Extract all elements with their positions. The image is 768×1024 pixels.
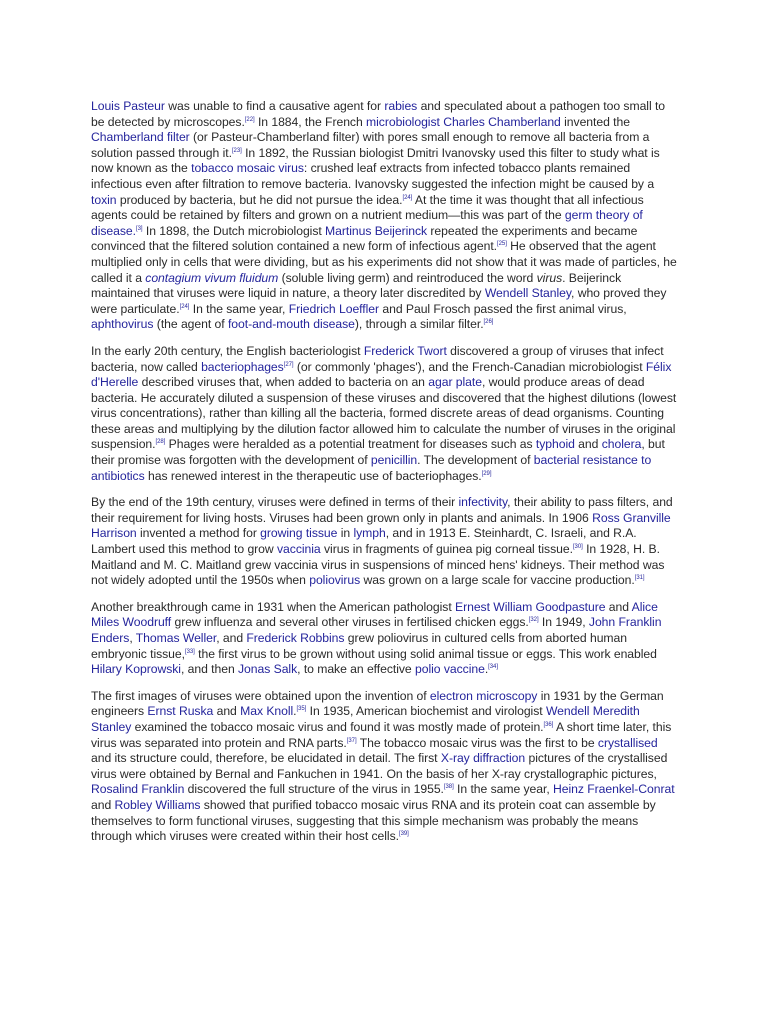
link-friedrich-loeffler[interactable]: Friedrich Loeffler bbox=[288, 301, 380, 316]
text-run: : crushed leaf extracts from infected tobacco plants remained infectious even after filtration to remove bacteria. Ivanovsky suggested the infection might be caused by a bbox=[91, 161, 655, 191]
link-tobacco-mosaic-virus[interactable]: tobacco mosaic virus bbox=[191, 161, 304, 176]
text-run: In 1935, American biochemist and virologist bbox=[306, 704, 546, 719]
text-run: In 1928, H. B. Maitland and M. C. Maitland grew vaccinia virus in suspensions of minced hens' kidneys. Their method was not widely adopted until the 1950s when bbox=[91, 542, 665, 588]
ref-25[interactable]: [25] bbox=[497, 241, 507, 248]
link-thomas-weller[interactable]: Thomas Weller bbox=[135, 631, 217, 645]
paragraph-goodpasture-enders bbox=[91, 600, 679, 678]
text-run: repeated the experiments and became convinced that the filtered solution contained a new form of infectious agent. bbox=[91, 223, 638, 254]
link-wendell-stanley[interactable]: Wendell Stanley bbox=[484, 286, 572, 301]
link-vaccinia[interactable]: vaccinia bbox=[277, 542, 321, 557]
text-run: was grown on a large scale for vaccine production. bbox=[360, 573, 635, 588]
text-run: invented the bbox=[560, 114, 630, 129]
text-run: (or Pasteur-Chamberland filter) with pores small enough to remove all bacteria from a solution passed through it. bbox=[91, 130, 650, 160]
paragraph-bacteriophages bbox=[91, 344, 679, 484]
text-run: In 1892, the Russian biologist Dmitri Ivanovsky used this filter to study what is now known as the bbox=[91, 145, 660, 176]
text-run: and its structure could, therefore, be elucidated in detail. The first bbox=[91, 751, 441, 766]
text-run: showed that purified tobacco mosaic virus RNA and its protein coat can assemble by themselves to form functional viruses, suggesting that this simple mechanism was probably the means through which viruses were created within their host cells. bbox=[91, 797, 656, 844]
text-run: virus in fragments of guinea pig corneal tissue. bbox=[320, 542, 573, 557]
ref-22[interactable]: [22] bbox=[244, 116, 255, 123]
link-agar-plate[interactable]: agar plate bbox=[428, 375, 482, 390]
text-run: The tobacco mosaic virus was the first to be bbox=[356, 735, 598, 750]
ref-27[interactable]: [27] bbox=[283, 361, 294, 368]
ref-31[interactable]: [31] bbox=[634, 575, 645, 582]
text-run: in 1931 by the German engineers bbox=[91, 688, 664, 719]
link-chamberland-filter[interactable]: Chamberland filter bbox=[91, 130, 190, 145]
link-cholera[interactable]: cholera bbox=[601, 437, 642, 452]
text-run: In the same year, bbox=[189, 301, 289, 316]
link-ernest-william-goodpasture[interactable]: Ernest William Goodpasture bbox=[455, 599, 606, 614]
text-run: , but their promise was forgotten with the development of bbox=[91, 437, 665, 468]
text-run: (the agent of bbox=[153, 317, 228, 332]
paragraph-pasteur-beijerinck bbox=[91, 99, 679, 333]
text-run: examined the tobacco mosaic virus and found it was mostly made of protein. bbox=[131, 719, 544, 734]
link-ernst-ruska[interactable]: Ernst Ruska bbox=[147, 704, 214, 719]
link-electron-microscopy[interactable]: electron microscopy bbox=[429, 688, 538, 703]
text-run: At the time it was thought that all infectious agents could be retained by filters and grown on a nutrient medium—this was part of the bbox=[91, 192, 644, 223]
text-run: , bbox=[129, 631, 136, 645]
text-run: , who proved they were particulate. bbox=[91, 286, 667, 316]
text-run: Another breakthrough came in 1931 when the American pathologist bbox=[91, 599, 456, 614]
text-run: pictures of the crystallised virus were obtained by Bernal and Fankuchen in 1941. On the basis of her X-ray crystallographic pictures, bbox=[91, 751, 668, 781]
link-growing-tissue[interactable]: growing tissue bbox=[260, 526, 338, 541]
link-microbiologist[interactable]: microbiologist bbox=[366, 114, 440, 129]
link-louis-pasteur[interactable]: Louis Pasteur bbox=[91, 99, 165, 113]
text-run: In 1949, bbox=[538, 615, 589, 630]
link-martinus-beijerinck[interactable]: Martinus Beijerinck bbox=[325, 223, 428, 238]
text-run: A short time later, this virus was separated into protein and RNA parts. bbox=[91, 719, 672, 750]
text-run: produced by bacteria, but he did not pursue the idea. bbox=[116, 192, 403, 207]
text-run: invented a method for bbox=[136, 526, 261, 541]
text-run: (soluble living germ) and reintroduced the word bbox=[278, 270, 537, 285]
ref-35[interactable]: [35] bbox=[296, 706, 307, 713]
text-run: grew influenza and several other viruses in fertilised chicken eggs. bbox=[171, 615, 529, 630]
link-rosalind-franklin[interactable]: Rosalind Franklin bbox=[91, 782, 185, 797]
ref-29[interactable]: [29] bbox=[481, 470, 492, 477]
text-run: discovered the full structure of the virus in 1955. bbox=[184, 782, 444, 797]
text-run: , their ability to pass filters, and their requirement for living hosts. Viruses had been grown only in plants and animals. In 1906 bbox=[91, 495, 673, 525]
link-toxin[interactable]: toxin bbox=[91, 192, 117, 207]
ref-37[interactable]: [37] bbox=[346, 737, 357, 744]
link-max-knoll[interactable]: Max Knoll bbox=[240, 704, 294, 719]
ref-36[interactable]: [36] bbox=[543, 721, 554, 728]
text-run: , would produce areas of dead bacteria. He accurately diluted a suspension of these viruses and discovered that the highest dilutions (lowest virus concentrations), rather than killing all the bacteria, formed discrete areas of dead organisms. Counting these areas and multiplying by the dilution factor allowed him to calculate the number of viruses in the original suspension. bbox=[91, 375, 677, 452]
link-frederick-robbins[interactable]: Frederick Robbins bbox=[246, 631, 345, 645]
text-run: discovered a group of viruses that infect bacteria, now called bbox=[91, 343, 664, 374]
paragraph-electron-microscopy bbox=[91, 689, 679, 845]
text-run: He observed that the agent multiplied only in cells that were dividing, but as his experiments did not show that it was made of particles, he called it a bbox=[91, 239, 677, 285]
link-hilary-koprowski[interactable]: Hilary Koprowski bbox=[91, 662, 181, 677]
text-run: , and in 1913 E. Steinhardt, C. Israeli, and R.A. Lambert used this method to grow bbox=[91, 526, 637, 557]
text-run: was unable to find a causative agent for bbox=[164, 99, 385, 113]
article-body bbox=[91, 99, 679, 855]
link-ross-granville-harrison[interactable]: Ross Granville Harrison bbox=[91, 510, 671, 541]
link-lymph[interactable]: lymph bbox=[353, 526, 386, 541]
link-aphthovirus[interactable]: aphthovirus bbox=[91, 317, 154, 332]
ref-32[interactable]: [32] bbox=[528, 617, 539, 624]
link-typhoid[interactable]: typhoid bbox=[535, 437, 575, 452]
text-run: By the end of the 19th century, viruses were defined in terms of their bbox=[91, 495, 459, 510]
link-heinz-fraenkel-conrat[interactable]: Heinz Fraenkel-Conrat bbox=[553, 782, 675, 797]
paragraph-tissue-culture bbox=[91, 495, 679, 589]
text-run: in bbox=[337, 526, 354, 541]
link-polio-vaccine[interactable]: polio vaccine bbox=[415, 662, 485, 677]
text-run: and bbox=[213, 704, 241, 719]
link-crystallised[interactable]: crystallised bbox=[597, 735, 658, 750]
text-run: In the same year, bbox=[453, 782, 554, 797]
ref-38[interactable]: [38] bbox=[443, 784, 454, 791]
link-x-ray-diffraction[interactable]: X-ray diffraction bbox=[440, 751, 526, 766]
link-wendell-meredith-stanley[interactable]: Wendell Meredith Stanley bbox=[91, 704, 640, 734]
italic-virus: virus bbox=[536, 270, 563, 285]
ref-34[interactable]: [34] bbox=[488, 664, 498, 671]
ref-39[interactable]: [39] bbox=[398, 831, 409, 838]
link-penicillin[interactable]: penicillin bbox=[370, 453, 418, 468]
ref-24b[interactable]: [24] bbox=[179, 303, 190, 310]
text-run: In 1898, the Dutch microbiologist bbox=[142, 223, 326, 238]
link-contagium-vivum-fluidum[interactable]: contagium vivum fluidum bbox=[145, 270, 279, 285]
link-foot-and-mouth-disease[interactable]: foot-and-mouth disease bbox=[227, 317, 355, 332]
link-rabies[interactable]: rabies bbox=[384, 99, 418, 113]
link-frederick-twort[interactable]: Frederick Twort bbox=[363, 343, 447, 358]
text-run: grew poliovirus in cultured cells from aborted human embryonic tissue, bbox=[91, 631, 627, 661]
ref-23[interactable]: [23] bbox=[231, 147, 242, 154]
ref-30[interactable]: [30] bbox=[572, 543, 583, 550]
text-run: . bbox=[293, 704, 297, 719]
text-run: described viruses that, when added to bacteria on an bbox=[138, 375, 429, 390]
text-run: In 1884, the French bbox=[254, 114, 367, 129]
text-run: and bbox=[91, 797, 115, 812]
text-run: (or commonly 'phages'), and the French-Canadian microbiologist bbox=[293, 359, 646, 374]
link-felix-dherelle[interactable]: Félix d'Herelle bbox=[91, 359, 672, 390]
text-run: , and then bbox=[180, 662, 239, 677]
ref-3[interactable]: [3] bbox=[136, 225, 143, 232]
ref-26[interactable]: [26] bbox=[483, 319, 494, 326]
link-alice-miles-woodruff[interactable]: Alice Miles Woodruff bbox=[91, 599, 658, 630]
text-run: the first virus to be grown without using solid animal tissue or eggs. This work enabled bbox=[194, 646, 657, 661]
link-jonas-salk[interactable]: Jonas Salk bbox=[238, 662, 298, 677]
text-run: The first images of viruses were obtained upon the invention of bbox=[91, 688, 430, 703]
text-run: and Paul Frosch passed the first animal virus, bbox=[379, 301, 627, 316]
link-charles-chamberland[interactable]: Charles Chamberland bbox=[443, 114, 561, 129]
link-bacteriophages[interactable]: bacteriophages bbox=[201, 359, 284, 374]
ref-33[interactable]: [33] bbox=[184, 648, 195, 655]
text-run: ), through a similar filter. bbox=[354, 317, 484, 332]
text-run: , and bbox=[216, 631, 247, 645]
text-run: Phages were heralded as a potential treatment for diseases such as bbox=[165, 437, 536, 452]
link-robley-williams[interactable]: Robley Williams bbox=[114, 797, 201, 812]
link-poliovirus[interactable]: poliovirus bbox=[309, 573, 361, 588]
text-run: In the early 20th century, the English bacteriologist bbox=[91, 343, 364, 358]
link-bacterial-resistance[interactable]: bacterial resistance to antibiotics bbox=[91, 453, 652, 483]
link-germ-theory[interactable]: germ theory of disease. bbox=[91, 208, 643, 238]
text-run: has renewed interest in the therapeutic use of bacteriophages. bbox=[144, 468, 482, 483]
text-run: and speculated about a pathogen too small to be detected by microscopes. bbox=[91, 99, 666, 129]
link-john-franklin-enders[interactable]: John Franklin Enders bbox=[91, 615, 662, 645]
text-run: . bbox=[484, 662, 489, 677]
text-run: and bbox=[605, 599, 632, 614]
text-run: and bbox=[574, 437, 602, 452]
ref-24[interactable]: [24] bbox=[402, 194, 413, 201]
text-run: . Beijerinck maintained that viruses were liquid in nature, a theory later discredited by bbox=[91, 270, 622, 301]
text-run: . The development of bbox=[417, 453, 534, 468]
ref-28[interactable]: [28] bbox=[155, 439, 166, 446]
text-run: , to make an effective bbox=[297, 662, 415, 677]
link-infectivity[interactable]: infectivity bbox=[458, 495, 508, 510]
